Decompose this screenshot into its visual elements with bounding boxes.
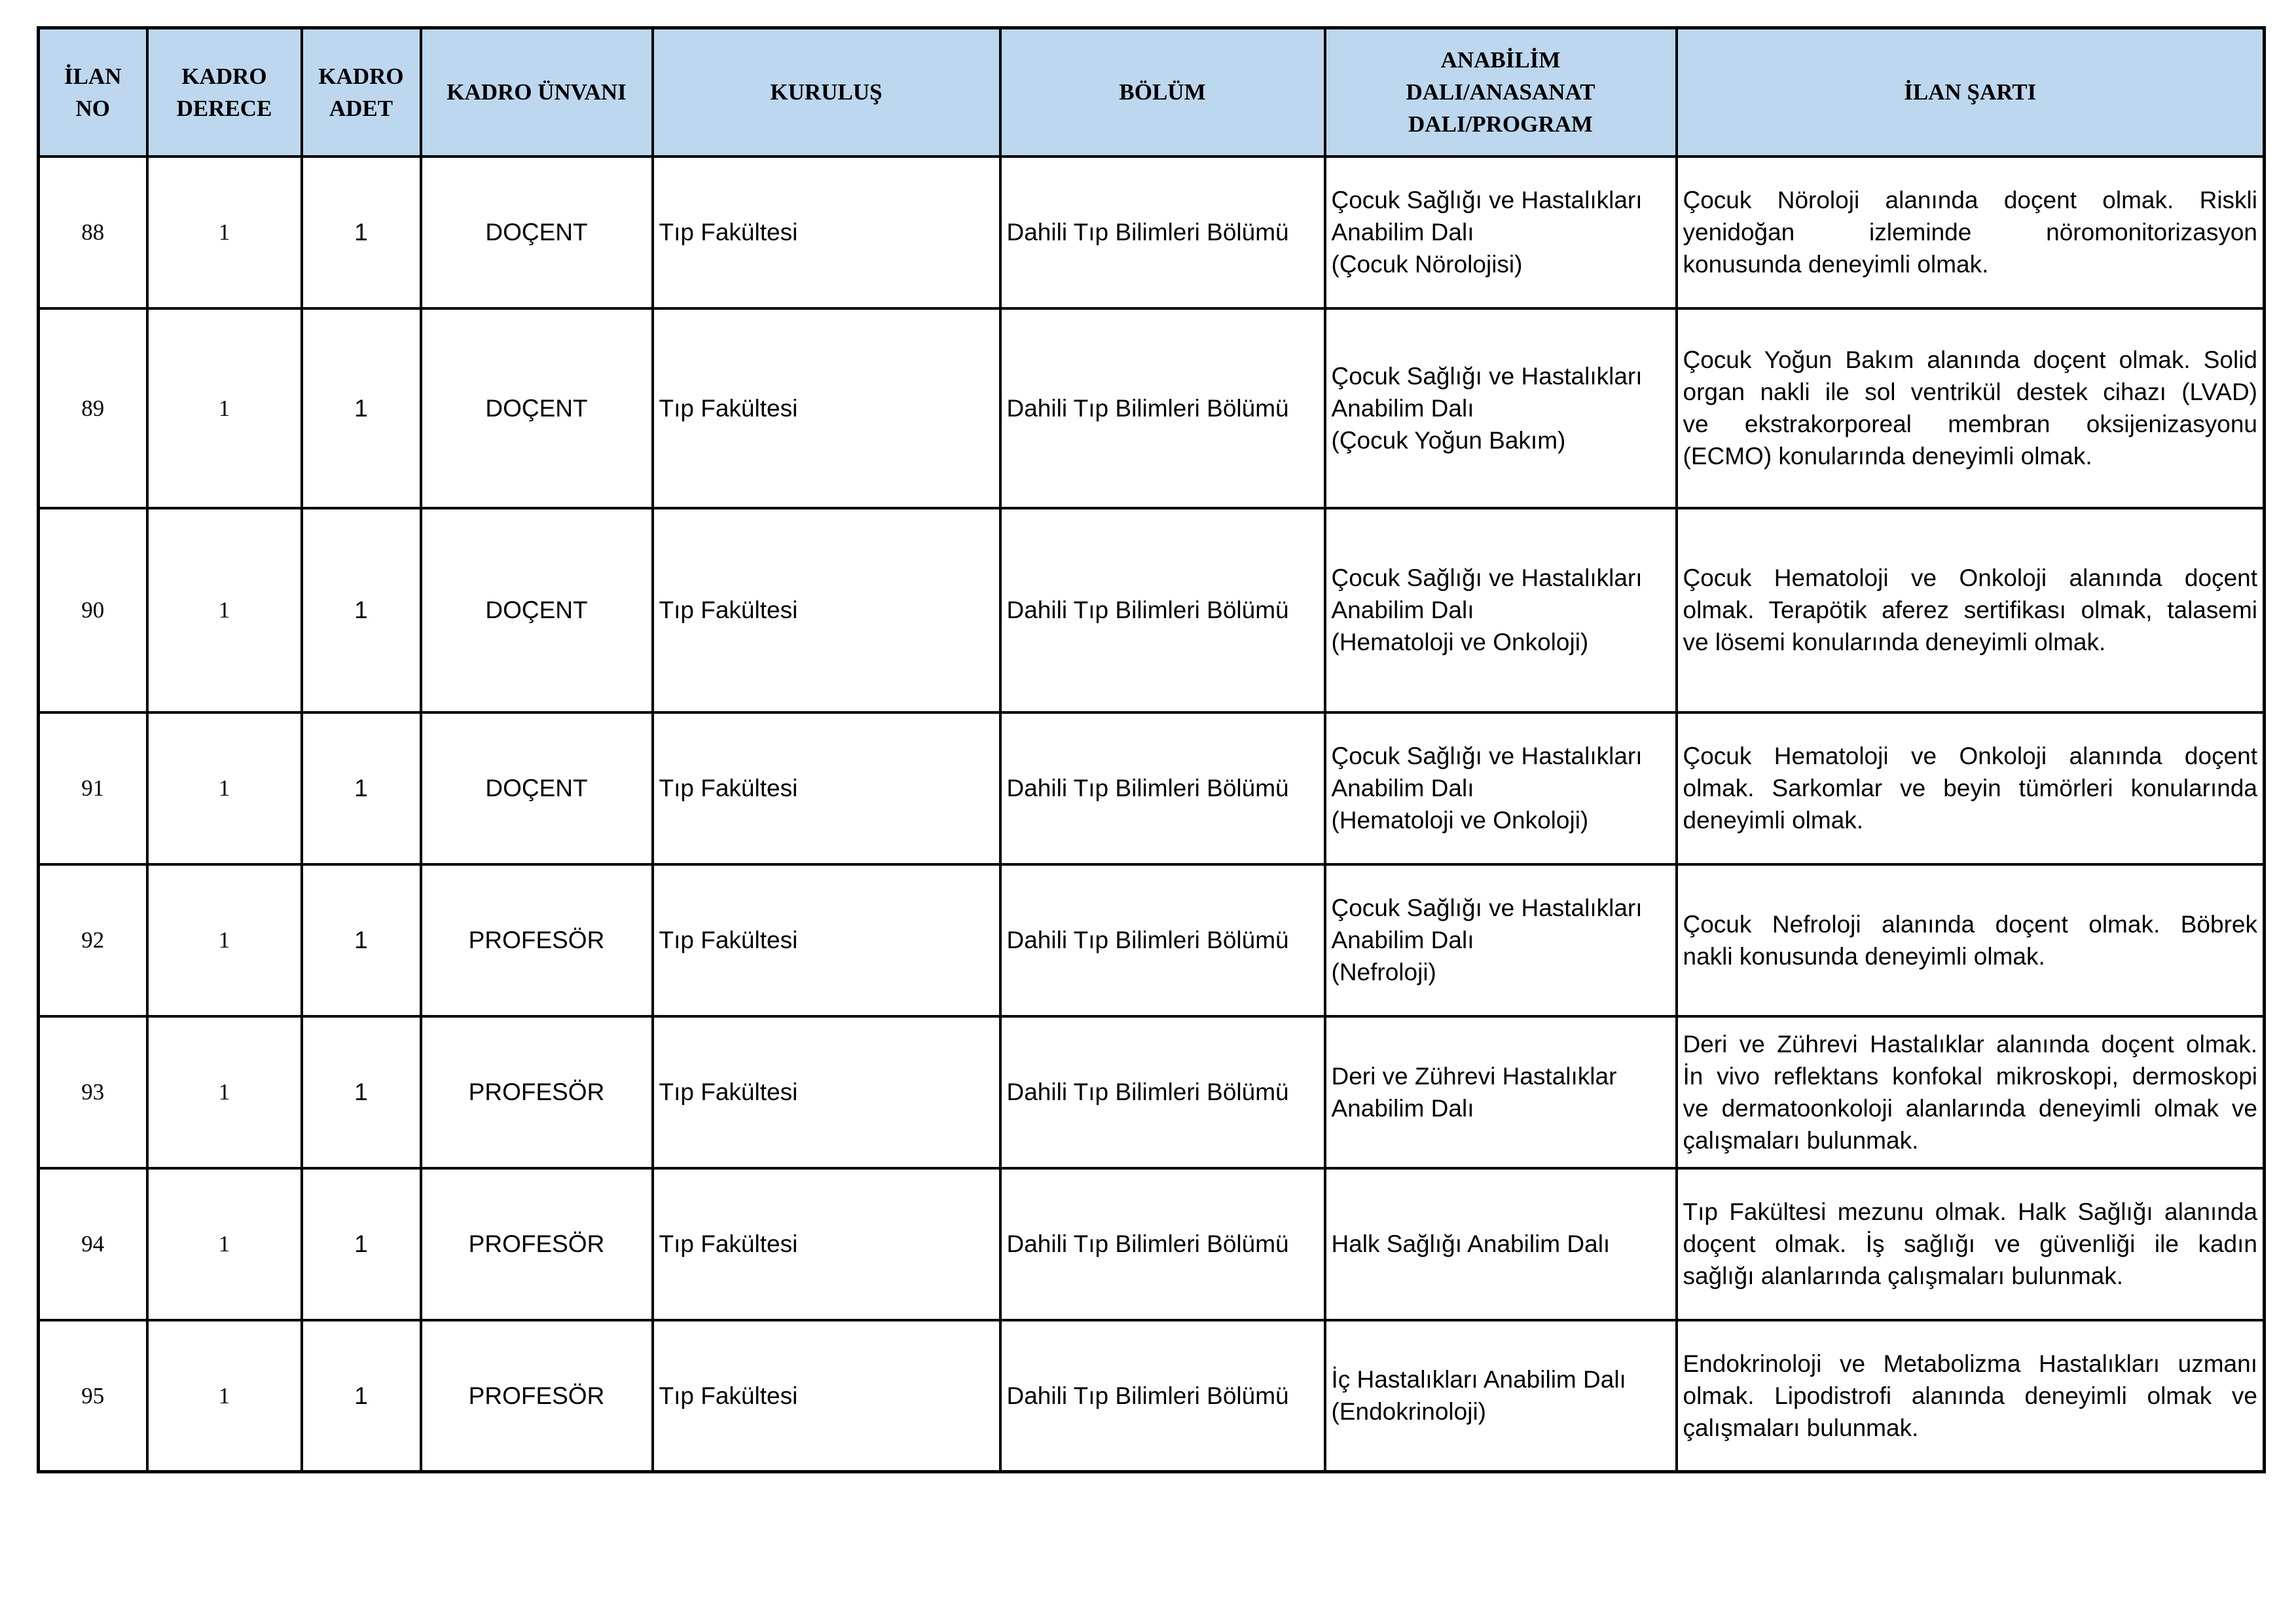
bolum-cell: Dahili Tıp Bilimleri Bölümü bbox=[1000, 864, 1325, 1016]
bolum-cell: Dahili Tıp Bilimleri Bölümü bbox=[1000, 308, 1325, 508]
ilan-sarti-cell-line: Çocuk Hematoloji ve Onkoloji alanında doçent bbox=[1683, 564, 2257, 591]
bolum-cell: Dahili Tıp Bilimleri Bölümü bbox=[1000, 508, 1325, 712]
header-ilan-no bbox=[39, 28, 147, 157]
kadro-derece-cell: 1 bbox=[147, 508, 302, 712]
kadro-unvani-cell: PROFESÖR bbox=[421, 1016, 653, 1168]
bolum-cell: Dahili Tıp Bilimleri Bölümü bbox=[1000, 1016, 1325, 1168]
header-line: ADET bbox=[329, 95, 393, 121]
anabilim-dali-cell-line: Anabilim Dalı bbox=[1331, 775, 1474, 802]
kadro-adet-cell: 1 bbox=[302, 1320, 421, 1472]
anabilim-dali-cell-line: (Nefroloji) bbox=[1331, 959, 1436, 986]
header-line: ANABİLİM bbox=[1440, 47, 1561, 73]
bolum-cell: Dahili Tıp Bilimleri Bölümü bbox=[1000, 1168, 1325, 1320]
anabilim-dali-cell bbox=[1325, 1320, 1677, 1472]
table-row bbox=[39, 712, 2265, 864]
header-line: BÖLÜM bbox=[1119, 79, 1206, 105]
kadro-unvani-cell: PROFESÖR bbox=[421, 1320, 653, 1472]
ilan-sarti-cell-line: ve lösemi konularında deneyimli olmak. bbox=[1683, 629, 2106, 655]
ilan-sarti-cell-line: Çocuk Nefroloji alanında doçent olmak. Böbrek bbox=[1683, 910, 2257, 938]
header-line: DALI/PROGRAM bbox=[1408, 111, 1593, 138]
header-line: NO bbox=[75, 95, 110, 121]
anabilim-dali-cell-line: (Hematoloji ve Onkoloji) bbox=[1331, 629, 1589, 655]
anabilim-dali-cell-line: Anabilim Dalı bbox=[1331, 394, 1474, 422]
anabilim-dali-cell-line: Çocuk Sağlığı ve Hastalıkları bbox=[1331, 564, 1643, 591]
ilan-no-cell: 90 bbox=[39, 508, 147, 712]
ilan-sarti-cell-line: (ECMO) konularında deneyimli olmak. bbox=[1683, 443, 2092, 470]
header-kurulus bbox=[653, 28, 1000, 157]
anabilim-dali-cell-line: Anabilim Dalı bbox=[1331, 597, 1474, 623]
kadro-adet-cell: 1 bbox=[302, 157, 421, 308]
ilan-sarti-cell-line: olmak. Sarkomlar ve beyin tümörleri konularında bbox=[1683, 775, 2257, 802]
kurulus-cell: Tıp Fakültesi bbox=[653, 308, 1000, 508]
ilan-sarti-cell-line: ve ekstrakorporeal membran oksijenizasyonu bbox=[1683, 411, 2257, 437]
kadro-unvani-cell: DOÇENT bbox=[421, 712, 653, 864]
ilan-sarti-cell bbox=[1677, 157, 2265, 308]
ilan-no-cell: 92 bbox=[39, 864, 147, 1016]
kadro-adet-cell: 1 bbox=[302, 1168, 421, 1320]
header-anabilim-dali bbox=[1325, 28, 1677, 157]
kadro-adet-cell: 1 bbox=[302, 864, 421, 1016]
header-line: İLAN bbox=[64, 63, 122, 89]
ilan-sarti-cell-line: yenidoğan izleminde nöromonitorizasyon bbox=[1683, 219, 2257, 246]
anabilim-dali-cell-line: Çocuk Sağlığı ve Hastalıkları bbox=[1331, 362, 1643, 390]
kurulus-cell: Tıp Fakültesi bbox=[653, 1320, 1000, 1472]
ilan-sarti-cell-line: Tıp Fakültesi mezunu olmak. Halk Sağlığı alanında bbox=[1683, 1198, 2257, 1225]
ilan-sarti-cell-line: nakli konusunda deneyimli olmak. bbox=[1683, 942, 2045, 970]
table-row bbox=[39, 308, 2265, 508]
ilan-no-cell: 94 bbox=[39, 1168, 147, 1320]
ilan-sarti-cell-line: organ nakli ile sol ventrikül destek cihazı (LVAD) bbox=[1683, 378, 2257, 405]
kurulus-cell: Tıp Fakültesi bbox=[653, 712, 1000, 864]
ilan-no-cell: 89 bbox=[39, 308, 147, 508]
ilan-sarti-cell-line: sağlığı alanlarında çalışmaları bulunmak. bbox=[1683, 1263, 2124, 1289]
ilan-sarti-cell-line: İn vivo reflektans konfokal mikroskopi, dermoskopi bbox=[1683, 1062, 2257, 1090]
table-row bbox=[39, 1320, 2265, 1472]
kurulus-cell: Tıp Fakültesi bbox=[653, 1016, 1000, 1168]
kadro-derece-cell: 1 bbox=[147, 1320, 302, 1472]
ilan-sarti-cell-line: Deri ve Zührevi Hastalıklar alanında doçent olmak. bbox=[1683, 1030, 2257, 1058]
header-line: DALI/ANASANAT bbox=[1406, 79, 1595, 105]
header-row bbox=[39, 28, 2265, 157]
ilan-sarti-cell-line: Çocuk Hematoloji ve Onkoloji alanında doçent bbox=[1683, 743, 2257, 769]
table-body bbox=[39, 157, 2265, 1472]
header-line: KADRO bbox=[181, 63, 267, 89]
anabilim-dali-cell-line: Anabilim Dalı bbox=[1331, 927, 1474, 953]
kadro-derece-cell: 1 bbox=[147, 157, 302, 308]
header-line: İLAN ŞARTI bbox=[1904, 79, 2037, 105]
kadro-adet-cell: 1 bbox=[302, 1016, 421, 1168]
anabilim-dali-cell bbox=[1325, 1168, 1677, 1320]
kadro-adet-cell: 1 bbox=[302, 308, 421, 508]
kadro-unvani-cell: DOÇENT bbox=[421, 308, 653, 508]
anabilim-dali-cell-line: Çocuk Sağlığı ve Hastalıkları bbox=[1331, 895, 1643, 921]
kurulus-cell: Tıp Fakültesi bbox=[653, 1168, 1000, 1320]
kurulus-cell: Tıp Fakültesi bbox=[653, 508, 1000, 712]
bolum-cell: Dahili Tıp Bilimleri Bölümü bbox=[1000, 157, 1325, 308]
ilan-sarti-cell-line: doçent olmak. İş sağlığı ve güvenliği ile kadın bbox=[1683, 1230, 2257, 1257]
anabilim-dali-cell-line: (Endokrinoloji) bbox=[1331, 1398, 1486, 1426]
anabilim-dali-cell-line: Çocuk Sağlığı ve Hastalıkları bbox=[1331, 187, 1643, 213]
header-line: KADRO ÜNVANI bbox=[446, 79, 627, 105]
bolum-cell: Dahili Tıp Bilimleri Bölümü bbox=[1000, 1320, 1325, 1472]
ilan-sarti-cell bbox=[1677, 1016, 2265, 1168]
header-kadro-adet bbox=[302, 28, 421, 157]
ilan-no-cell: 95 bbox=[39, 1320, 147, 1472]
anabilim-dali-cell-line: İç Hastalıkları Anabilim Dalı bbox=[1331, 1366, 1626, 1393]
ilan-no-cell: 93 bbox=[39, 1016, 147, 1168]
ilan-sarti-cell-line: deneyimli olmak. bbox=[1683, 807, 1864, 834]
header-kadro-derece bbox=[147, 28, 302, 157]
ilan-sarti-cell bbox=[1677, 864, 2265, 1016]
anabilim-dali-cell-line: Halk Sağlığı Anabilim Dalı bbox=[1331, 1230, 1611, 1257]
header-line: DERECE bbox=[176, 95, 272, 121]
ilan-sarti-cell bbox=[1677, 1320, 2265, 1472]
kadro-adet-cell: 1 bbox=[302, 508, 421, 712]
anabilim-dali-cell-line: Anabilim Dalı bbox=[1331, 219, 1474, 246]
anabilim-dali-cell-line: (Hematoloji ve Onkoloji) bbox=[1331, 807, 1589, 834]
bolum-cell: Dahili Tıp Bilimleri Bölümü bbox=[1000, 712, 1325, 864]
kadro-unvani-cell: DOÇENT bbox=[421, 157, 653, 308]
ilan-sarti-cell-line: Endokrinoloji ve Metabolizma Hastalıkları uzmanı bbox=[1683, 1350, 2257, 1377]
anabilim-dali-cell-line: Deri ve Zührevi Hastalıklar bbox=[1331, 1062, 1617, 1090]
table-row bbox=[39, 1168, 2265, 1320]
ilan-sarti-cell bbox=[1677, 508, 2265, 712]
ilan-no-cell: 91 bbox=[39, 712, 147, 864]
kadro-unvani-cell: DOÇENT bbox=[421, 508, 653, 712]
ilan-sarti-cell bbox=[1677, 712, 2265, 864]
ilan-sarti-cell-line: çalışmaları bulunmak. bbox=[1683, 1126, 1919, 1154]
header-ilan-sarti bbox=[1677, 28, 2265, 157]
ilan-sarti-cell-line: Çocuk Nöroloji alanında doçent olmak. Riskli bbox=[1683, 187, 2257, 213]
kadro-derece-cell: 1 bbox=[147, 712, 302, 864]
ilan-no-cell: 88 bbox=[39, 157, 147, 308]
ilan-sarti-cell-line: olmak. Terapötik aferez sertifikası olmak, talasemi bbox=[1683, 597, 2257, 623]
ilan-sarti-cell-line: olmak. Lipodistrofi alanında deneyimli olmak ve bbox=[1683, 1382, 2257, 1409]
kurulus-cell: Tıp Fakültesi bbox=[653, 864, 1000, 1016]
table-row bbox=[39, 508, 2265, 712]
kadro-derece-cell: 1 bbox=[147, 1016, 302, 1168]
anabilim-dali-cell-line: (Çocuk Yoğun Bakım) bbox=[1331, 426, 1566, 454]
anabilim-dali-cell bbox=[1325, 508, 1677, 712]
ilan-sarti-cell-line: konusunda deneyimli olmak. bbox=[1683, 251, 1989, 278]
header-kadro-unvani bbox=[421, 28, 653, 157]
header-bolum bbox=[1000, 28, 1325, 157]
kadro-derece-cell: 1 bbox=[147, 864, 302, 1016]
anabilim-dali-cell-line: Anabilim Dalı bbox=[1331, 1094, 1474, 1122]
kadro-unvani-cell: PROFESÖR bbox=[421, 864, 653, 1016]
table-row bbox=[39, 864, 2265, 1016]
ilan-table bbox=[37, 26, 2266, 1473]
table-row bbox=[39, 157, 2265, 308]
anabilim-dali-cell bbox=[1325, 864, 1677, 1016]
header-line: KURULUŞ bbox=[770, 79, 883, 105]
ilan-sarti-cell-line: Çocuk Yoğun Bakım alanında doçent olmak. Solid bbox=[1683, 346, 2257, 373]
kurulus-cell: Tıp Fakültesi bbox=[653, 157, 1000, 308]
kadro-unvani-cell: PROFESÖR bbox=[421, 1168, 653, 1320]
header-line: KADRO bbox=[318, 63, 404, 89]
anabilim-dali-cell bbox=[1325, 712, 1677, 864]
ilan-sarti-cell-line: ve dermatoonkoloji alanlarında deneyimli olmak ve bbox=[1683, 1094, 2257, 1122]
ilan-sarti-cell bbox=[1677, 1168, 2265, 1320]
ilan-sarti-cell-line: çalışmaları bulunmak. bbox=[1683, 1414, 1919, 1441]
kadro-derece-cell: 1 bbox=[147, 308, 302, 508]
kadro-derece-cell: 1 bbox=[147, 1168, 302, 1320]
ilan-sarti-cell bbox=[1677, 308, 2265, 508]
kadro-adet-cell: 1 bbox=[302, 712, 421, 864]
table-row bbox=[39, 1016, 2265, 1168]
anabilim-dali-cell bbox=[1325, 157, 1677, 308]
anabilim-dali-cell-line: (Çocuk Nörolojisi) bbox=[1331, 251, 1523, 278]
anabilim-dali-cell-line: Çocuk Sağlığı ve Hastalıkları bbox=[1331, 743, 1643, 769]
anabilim-dali-cell bbox=[1325, 308, 1677, 508]
anabilim-dali-cell bbox=[1325, 1016, 1677, 1168]
